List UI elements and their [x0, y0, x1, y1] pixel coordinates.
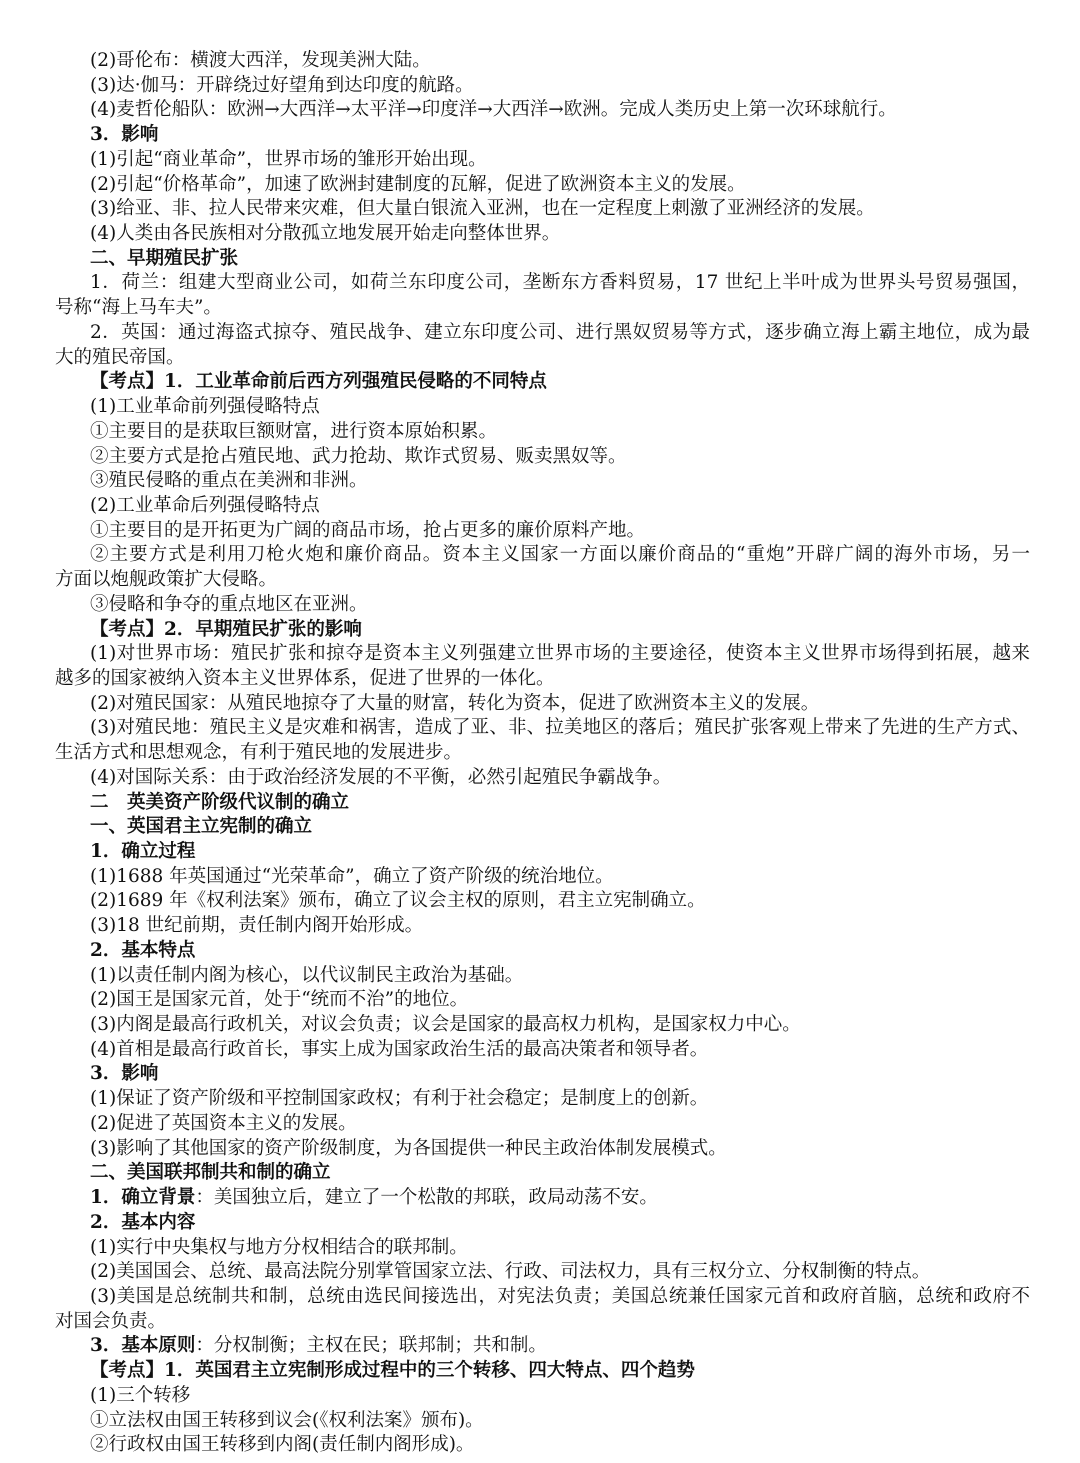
text-line: (3)美国是总统制共和制，总统由选民间接选出，对宪法负责；美国总统兼任国家元首和政府首脑，总统和政府不	[90, 1285, 1030, 1307]
subsection-heading: 2．基本特点	[90, 939, 196, 961]
text-line: ②主要方式是利用刀枪火炮和廉价商品。资本主义国家一方面以廉价商品的“重炮”开辟广阔的海外市场，另一	[90, 544, 1030, 566]
exam-point-heading: 【考点】1．英国君主立宪制形成过程中的三个转移、四大特点、四个趋势	[90, 1360, 695, 1382]
text-line: ③殖民侵略的重点在美洲和非洲。	[90, 470, 368, 492]
text-line: (1)保证了资产阶级和平控制国家政权；有利于社会稳定；是制度上的创新。	[90, 1088, 709, 1110]
text-line: (1)对世界市场：殖民扩张和掠夺是资本主义列强建立世界市场的主要途径，使资本主义世界市场得到拓展，越来	[90, 643, 1030, 665]
text-line-continuation: 对国会负责。	[55, 1310, 167, 1332]
text-line-continuation: 号称“海上马车夫”。	[55, 297, 222, 319]
exam-point-heading: 【考点】2．早期殖民扩张的影响	[90, 618, 362, 640]
text-line: 1．荷兰：组建大型商业公司，如荷兰东印度公司，垄断东方香料贸易，17 世纪上半叶成为世界头号贸易强国，	[90, 272, 1030, 294]
text-line: 2．英国：通过海盗式掠夺、殖民战争、建立东印度公司、进行黑奴贸易等方式，逐步确立海上霸主地位，成为最	[90, 321, 1030, 343]
text-line: (1)以责任制内阁为核心，以代议制民主政治为基础。	[90, 964, 524, 986]
text-line: (4)首相是最高行政首长，事实上成为国家政治生活的最高决策者和领导者。	[90, 1038, 709, 1060]
section-heading: 二、早期殖民扩张	[90, 247, 239, 269]
subsection-heading: 2．基本内容	[90, 1211, 196, 1233]
text-line: (2)工业革命后列强侵略特点	[90, 494, 320, 516]
text-line: (3)内阁是最高行政机关，对议会负责；议会是国家的最高权力机构，是国家权力中心。	[90, 1014, 801, 1036]
text-line: ③侵略和争夺的重点地区在亚洲。	[90, 593, 368, 615]
text-line: ①主要目的是开拓更为广阔的商品市场，抢占更多的廉价原料产地。	[90, 519, 646, 541]
text-line	[55, 1334, 1030, 1359]
text-line: (2)1689 年《权利法案》颁布，确立了议会主权的原则，君主立宪制确立。	[90, 890, 706, 912]
text-line: ②主要方式是抢占殖民地、武力抢劫、欺诈式贸易、贩卖黑奴等。	[90, 445, 627, 467]
section-heading: 3．影响	[90, 124, 159, 146]
section-heading: 二、美国联邦制共和制的确立	[90, 1162, 331, 1184]
text-line: (1)三个转移	[90, 1384, 191, 1406]
text-line: (4)麦哲伦船队：欧洲→大西洋→太平洋→印度洋→大西洋→欧洲。完成人类历史上第一次环球航行。	[90, 99, 897, 121]
inline-text: ：美国独立后，建立了一个松散的邦联，政局动荡不安。	[195, 1187, 658, 1209]
subsection-heading: 3．影响	[90, 1063, 159, 1085]
text-line: (4)对国际关系：由于政治经济发展的不平衡，必然引起殖民争霸战争。	[90, 766, 672, 788]
text-line: (3)达·伽马：开辟绕过好望角到达印度的航路。	[90, 74, 474, 96]
text-line: ①主要目的是获取巨额财富，进行资本原始积累。	[90, 420, 498, 442]
section-heading: 一、英国君主立宪制的确立	[90, 816, 313, 838]
text-line: ②行政权由国王转移到内阁(责任制内阁形成)。	[90, 1434, 475, 1456]
text-line-continuation: 大的殖民帝国。	[55, 346, 185, 368]
text-line: (1)工业革命前列强侵略特点	[90, 396, 320, 418]
text-line: (3)对殖民地：殖民主义是灾难和祸害，造成了亚、非、拉美地区的落后；殖民扩张客观上带来了先进的生产方式、	[90, 717, 1030, 739]
inline-text: ：分权制衡；主权在民；联邦制；共和制。	[195, 1335, 547, 1357]
text-line: (3)给亚、非、拉人民带来灾难，但大量白银流入亚洲，也在一定程度上刺激了亚洲经济的发展。	[90, 198, 875, 220]
text-line-continuation: 生活方式和思想观念，有利于殖民地的发展进步。	[55, 742, 463, 764]
text-line: (2)对殖民国家：从殖民地掠夺了大量的财富，转化为资本，促进了欧洲资本主义的发展。	[90, 692, 820, 714]
subsection-heading: 1．确立过程	[90, 841, 196, 862]
text-line: (1)实行中央集权与地方分权相结合的联邦制。	[90, 1236, 468, 1258]
text-line-continuation: 方面以炮舰政策扩大侵略。	[55, 569, 278, 591]
text-line: (2)引起“价格革命”，加速了欧洲封建制度的瓦解，促进了欧洲资本主义的发展。	[90, 173, 746, 195]
text-line: (3)影响了其他国家的资产阶级制度，为各国提供一种民主政治体制发展模式。	[90, 1137, 727, 1159]
text-line-continuation: 越多的国家被纳入资本主义世界体系，促进了世界的一体化。	[55, 667, 555, 689]
text-line: ①立法权由国王转移到议会(《权利法案》颁布)。	[90, 1409, 484, 1431]
text-line: (4)人类由各民族相对分散孤立地发展开始走向整体世界。	[90, 223, 561, 245]
text-line: (3)18 世纪前期，责任制内阁开始形成。	[90, 915, 424, 937]
text-line: (1)引起“商业革命”，世界市场的雏形开始出现。	[90, 148, 487, 170]
exam-point-heading: 【考点】1．工业革命前后西方列强殖民侵略的不同特点	[90, 371, 547, 393]
text-line: (2)美国国会、总统、最高法院分别掌管国家立法、行政、司法权力，具有三权分立、分权制衡的特点。	[90, 1261, 931, 1283]
chapter-heading: 二 英美资产阶级代议制的确立	[90, 791, 350, 813]
inline-label: 1．确立背景	[90, 1187, 196, 1209]
text-line	[55, 1186, 1030, 1211]
text-line: (2)国王是国家元首，处于“统而不治”的地位。	[90, 989, 469, 1011]
inline-label: 3．基本原则	[90, 1335, 196, 1357]
text-line: (2)哥伦布：横渡大西洋，发现美洲大陆。	[90, 50, 431, 71]
text-line: (2)促进了英国资本主义的发展。	[90, 1112, 357, 1134]
text-line: (1)1688 年英国通过“光荣革命”，确立了资产阶级的统治地位。	[90, 865, 614, 887]
